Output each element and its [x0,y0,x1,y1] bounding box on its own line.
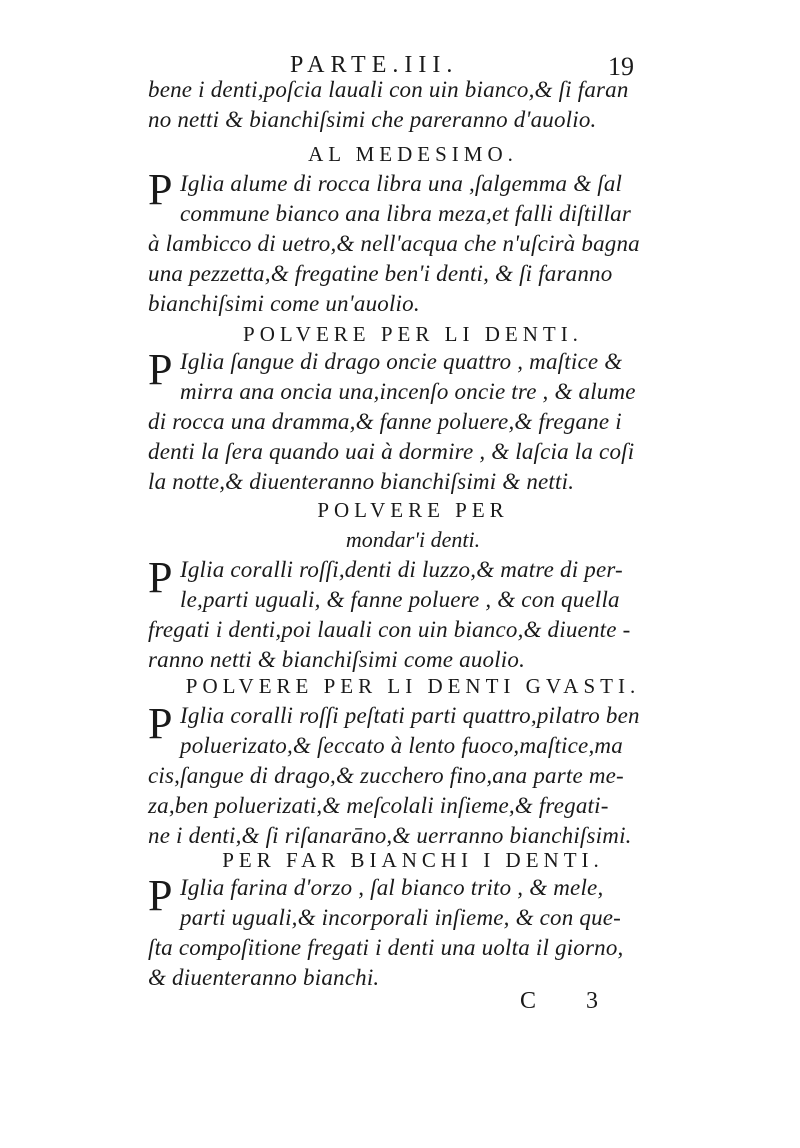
text-line: la notte,& diuenteranno bianchiſsimi & netti. [148,469,575,494]
text-line: ne i denti,& ſi riſanarāno,& uerranno bianchiſsimi. [148,823,632,848]
page-number: 19 [608,52,634,81]
text-line: Iglia coralli roſſi peſtati parti quattro,pilatro ben [180,703,640,728]
text-line: di rocca una dramma,& fanne poluere,& fregane i [148,409,622,434]
text-line: bianchiſsimi come un'auolio. [148,291,420,316]
text-line: fregati i denti,poi lauali con uin bianco,& diuente - [148,617,631,642]
text-line: parti uguali,& incorporali inſieme, & con que- [180,905,622,930]
text-line: & diuenteranno bianchi. [148,965,380,990]
text-line: Iglia alume di rocca libra una ,ſalgemma & ſal [180,171,623,196]
text-line: ranno netti & bianchiſsimi come auolio. [148,647,526,672]
drop-cap: P [148,871,173,920]
text-line: za,ben poluerizati,& meſcolali inſieme,& fregati- [148,793,609,818]
text-line: Iglia coralli roſſi,denti di luzzo,& matre di per- [180,557,623,582]
text-line: poluerizato,& ſeccato à lento fuoco,maſtice,ma [180,733,623,758]
drop-cap: P [148,165,173,214]
text-line: cis,ſangue di drago,& zucchero fino,ana parte me- [148,763,624,788]
drop-cap: P [148,553,173,602]
section-subheading: mondar'i denti. [345,527,481,552]
section-heading: POLVERE PER LI DENTI. [243,322,583,346]
text-line: bene i denti,poſcia lauali con uin bianco,& ſi faran [148,77,629,102]
text-line: denti la ſera quando uai à dormire , & laſcia la coſi [148,439,635,464]
text-line: commune bianco ana libra meza,et falli diſtillar [180,201,632,226]
text-line: le,parti uguali, & fanne poluere , & con quella [180,587,620,612]
section-heading: PER FAR BIANCHI I DENTI. [222,848,604,872]
text-line: à lambicco di uetro,& nell'acqua che n'uſcirà bagna [148,231,640,256]
section-heading: AL MEDESIMO. [308,142,518,166]
text-line: Iglia farina d'orzo , ſal bianco trito , & mele, [180,875,604,900]
section-heading: POLVERE PER LI DENTI GVASTI. [185,674,641,698]
drop-cap: P [148,345,173,394]
text-line: no netti & bianchiſsimi che pareranno d'auolio. [148,107,597,132]
text-line: mirra ana oncia una,incenſo oncie tre , & alume [180,379,636,404]
text-line: Iglia ſangue di drago oncie quattro , maſtice & [180,349,623,374]
text-line: ſta compoſitione fregati i denti una uolta il giorno, [148,935,624,960]
signature-mark: C 3 [520,988,621,1014]
text-line: una pezzetta,& fregatine ben'i denti, & ſi faranno [148,261,613,286]
section-heading: POLVERE PER [317,498,509,522]
running-head: PARTE.III. [290,52,459,78]
drop-cap: P [148,699,173,748]
